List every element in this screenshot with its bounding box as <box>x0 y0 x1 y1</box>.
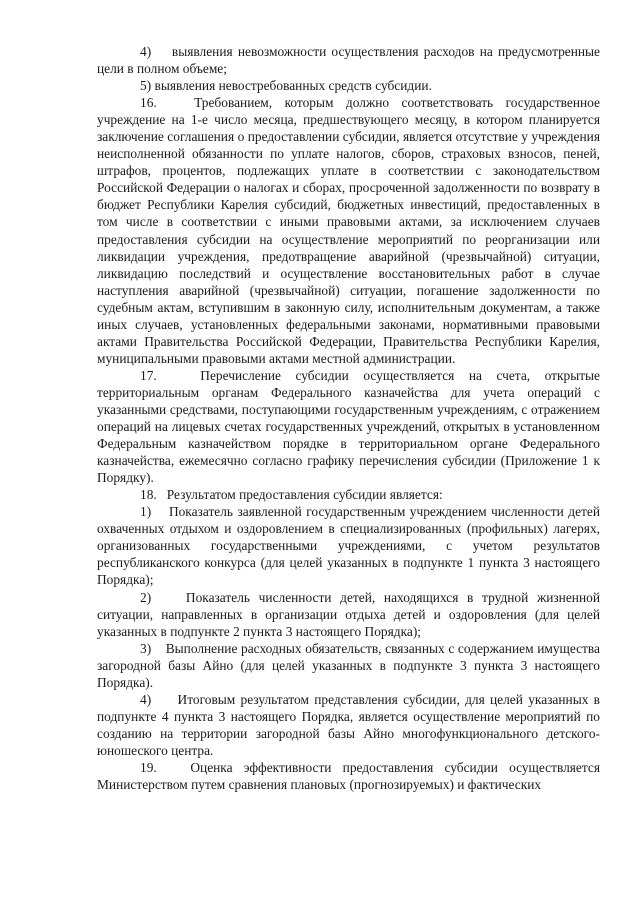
paragraph-17: 17. Перечисление субсидии осуществляется на счета, открытые территориальным органам Федерального казначейства для учета операций с указанными средствами, поступающими государственным учреждениям, с отражением операций на лицевых счетах государственных учреждений, открытых в установленном Федеральным казначейством порядке в территориальном органе Федерального казначейства, ежемесячно согласно графику перечисления субсидии (Приложение 1 к Порядку). <box>97 367 600 486</box>
paragraph-18-item-4: 4) Итоговым результатом представления субсидии, для целей указанных в подпункте 4 пункта 3 настоящего Порядка, является осуществление мероприятий по созданию на территории загородной базы Айно многофункционального детского-юношеского центра. <box>97 691 600 758</box>
paragraph-18-item-2: 2) Показатель численности детей, находящихся в трудной жизненной ситуации, направленных в организации отдыха детей и оздоровления (для целей указанных в подпункте 2 пункта 3 настоящего Порядка); <box>97 589 600 639</box>
paragraph-19: 19. Оценка эффективности предоставления субсидии осуществляется Министерством путем сравнения плановых (прогнозируемых) и фактических <box>97 759 600 793</box>
paragraph-18: 18. Результатом предоставления субсидии является: <box>140 487 443 503</box>
paragraph-18-item-1: 1) Показатель заявленной государственным учреждением численности детей охваченных отдыхом и оздоровлением в специализированных (профильных) лагерях, организованных государственными учреждениями, с учетом результатов республиканского конкурса (для целей указанных в подпункте 1 пункта 3 настоящего Порядка); <box>97 504 600 588</box>
paragraph-item-4: 4) выявления невозможности осуществления расходов на предусмотренные цели в полном объеме; <box>97 44 600 77</box>
paragraph-18-item-3: 3) Выполнение расходных обязательств, связанных с содержанием имущества загородной базы Айно (для целей указанных в подпункте 3 пункта 3 настоящего Порядка). <box>97 640 600 690</box>
paragraph-item-5: 5) выявления невостребованных средств субсидии. <box>140 78 432 94</box>
document-page <box>97 43 600 793</box>
paragraph-16: 16. Требованием, которым должно соответствовать государственное учреждение на 1-е число месяца, предшествующего месяцу, в котором планируется заключение соглашения о предоставлении субсидии, является отсутствие у учреждения неисполненной обязанности по уплате налогов, сборов, страховых взносов, пеней, штрафов, процентов, подлежащих уплате в соответствии с законодательством Российской Федерации о налогах и сборах, просроченной задолженности по возврату в бюджет Республики Карелия субсидий, бюджетных инвестиций, предоставленных в том числе в соответствии с иными правовыми актами, за исключением случаев предоставления субсидии на осуществление мероприятий по реорганизации или ликвидации учреждения, предотвращение аварийной (чрезвычайной) ситуации, ликвидацию последствий и осуществление восстановительных работ в случае наступления аварийной (чрезвычайной) ситуации, погашение задолженности по судебным актам, вступившим в законную силу, исполнительным документам, а также иных случаев, установленных федеральными законами, нормативными правовыми актами Правительства Российской Федерации, Правительства Республики Карелия, муниципальными правовыми актами местной администрации. <box>97 95 600 366</box>
